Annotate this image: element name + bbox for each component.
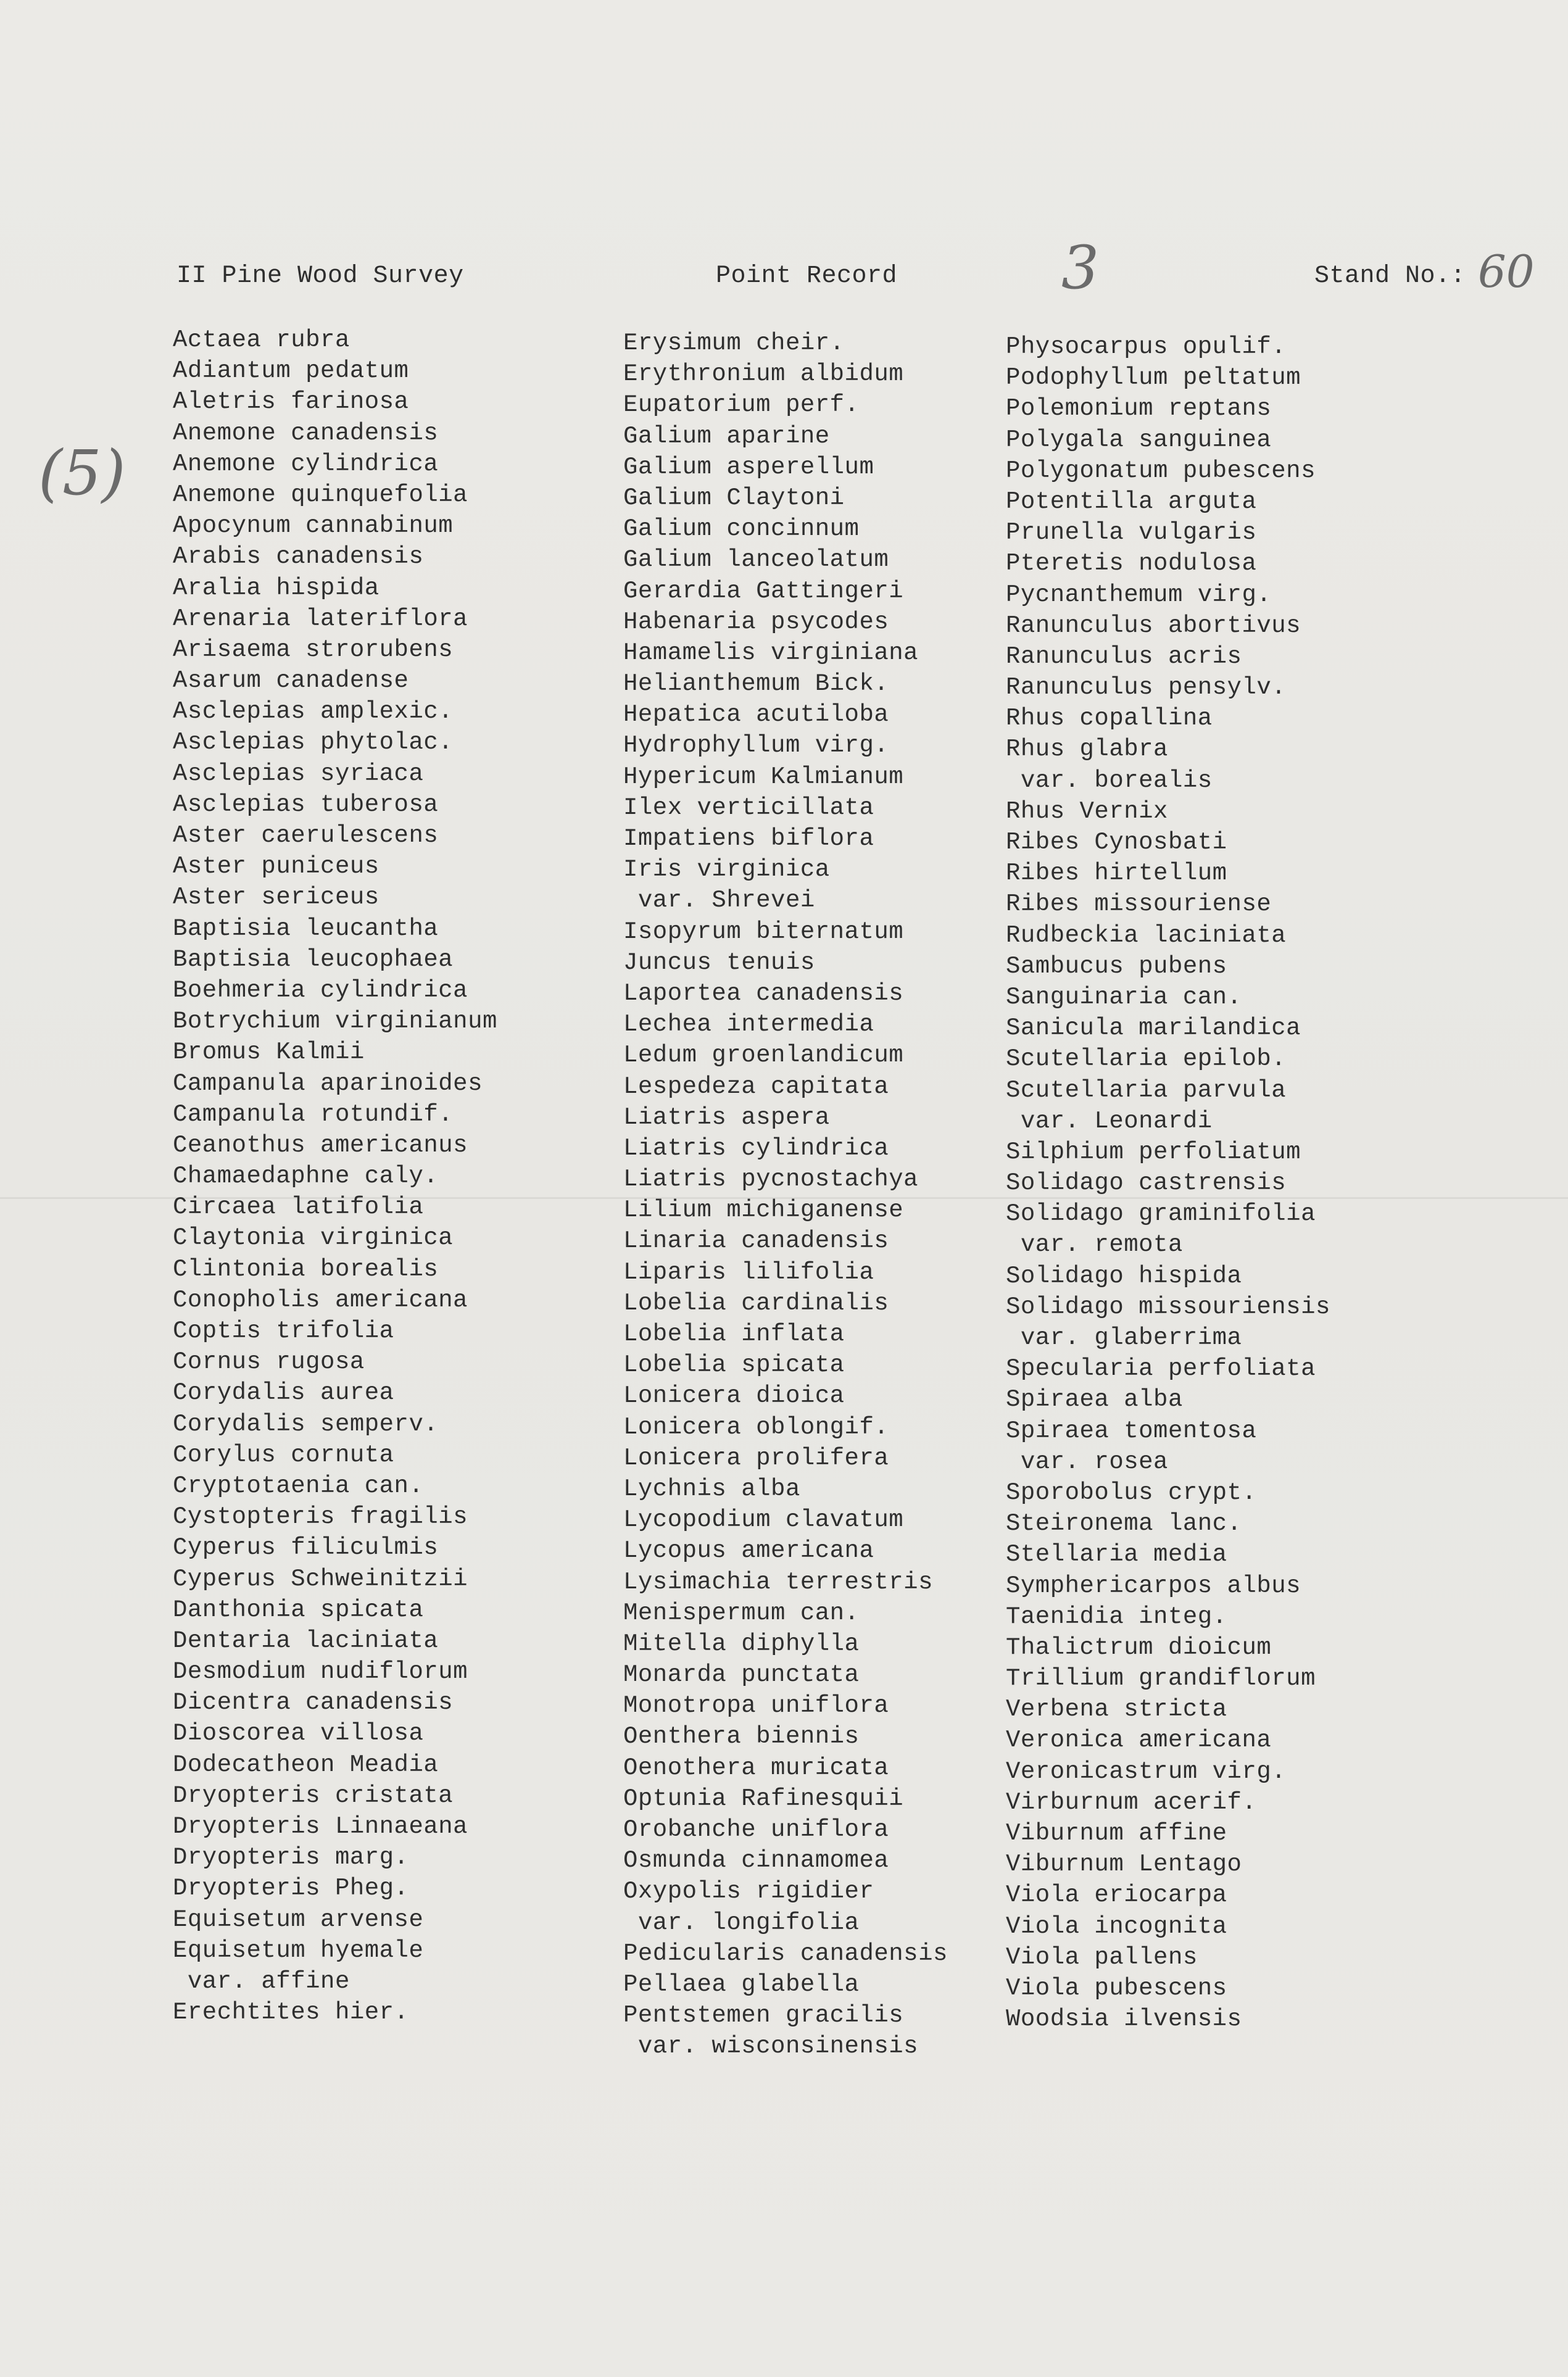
species-entry: Cornus rugosa — [173, 1348, 365, 1376]
species-entry: Thalictrum dioicum — [1006, 1633, 1272, 1661]
species-entry: Scutellaria parvula — [1006, 1076, 1287, 1104]
species-entry: Dryopteris cristata — [173, 1782, 454, 1809]
species-entry: Anemone cylindrica — [173, 450, 439, 478]
species-entry: Prunella vulgaris — [1006, 519, 1257, 547]
species-entry: Taenidia integ. — [1006, 1603, 1227, 1630]
species-entry: Specularia perfoliata — [1006, 1355, 1316, 1383]
species-entry: Rhus Vernix — [1006, 797, 1168, 825]
species-entry: Lechea intermedia — [623, 1011, 874, 1039]
species-entry: Polygonatum pubescens — [1006, 457, 1316, 484]
species-entry: Lilium michiganense — [623, 1197, 904, 1224]
species-entry: var. Shrevei — [623, 887, 815, 915]
species-entry: Pentstemen gracilis — [623, 2002, 904, 2030]
species-entry: Erysimum cheir. — [623, 330, 845, 357]
species-entry: Circaea latifolia — [173, 1193, 424, 1221]
species-entry: Eupatorium perf. — [623, 391, 860, 419]
species-entry: Polemonium reptans — [1006, 395, 1272, 423]
species-entry: Dryopteris Pheg. — [173, 1875, 409, 1902]
species-entry: Viola eriocarpa — [1006, 1881, 1227, 1909]
species-entry: Galium concinnum — [623, 515, 860, 543]
species-entry: Ranunculus abortivus — [1006, 612, 1301, 639]
species-column-2 — [623, 328, 948, 2062]
species-entry: Scutellaria epilob. — [1006, 1045, 1287, 1073]
species-entry: Viburnum Lentago — [1006, 1851, 1242, 1878]
margin-note: (5) — [38, 437, 126, 509]
survey-title: II Pine Wood Survey — [176, 262, 464, 290]
species-entry: Solidago missouriensis — [1006, 1293, 1330, 1321]
species-entry: Impatiens biflora — [623, 825, 874, 852]
species-column-3 — [1006, 331, 1330, 2035]
species-entry: Lobelia cardinalis — [623, 1289, 889, 1317]
species-entry: Anemone canadensis — [173, 419, 439, 447]
species-entry: Conopholis americana — [173, 1286, 468, 1314]
species-entry: Hydrophyllum virg. — [623, 732, 889, 760]
species-entry: Linaria canadensis — [623, 1227, 889, 1255]
species-entry: Lonicera prolifera — [623, 1444, 889, 1472]
species-entry: Woodsia ilvensis — [1006, 2006, 1242, 2033]
species-entry: Campanula aparinoides — [173, 1069, 483, 1097]
species-entry: Lonicera dioica — [623, 1382, 845, 1410]
species-entry: Asclepias phytolac. — [173, 729, 454, 757]
species-entry: Potentilla arguta — [1006, 487, 1257, 515]
species-entry: Chamaedaphne caly. — [173, 1163, 439, 1190]
species-entry: Lycopus americana — [623, 1537, 874, 1565]
species-entry: Pycnanthemum virg. — [1006, 581, 1272, 608]
species-entry: var. affine — [173, 1967, 350, 1995]
species-entry: Anemone quinquefolia — [173, 481, 468, 508]
species-entry: Ribes hirtellum — [1006, 860, 1227, 887]
species-entry: Ranunculus acris — [1006, 642, 1242, 670]
species-entry: Erechtites hier. — [173, 1999, 409, 2026]
stand-value: 60 — [1478, 246, 1535, 297]
species-entry: Monotropa uniflora — [623, 1692, 889, 1720]
stand-label: Stand No.: — [1314, 262, 1466, 290]
species-entry: Ranunculus pensylv. — [1006, 674, 1287, 702]
species-entry: Adiantum pedatum — [173, 357, 409, 385]
species-entry: Hepatica acutiloba — [623, 701, 889, 729]
species-entry: Dentaria laciniata — [173, 1627, 439, 1654]
species-entry: Monarda punctata — [623, 1661, 860, 1689]
species-entry: Ilex verticillata — [623, 794, 874, 821]
species-entry: Lychnis alba — [623, 1475, 800, 1503]
species-entry: Sanicula marilandica — [1006, 1014, 1301, 1042]
species-entry: Oenthera biennis — [623, 1723, 860, 1751]
species-entry: Ceanothus americanus — [173, 1131, 468, 1159]
record-type: Point Record — [716, 262, 898, 290]
species-entry: Asclepias syriaca — [173, 760, 424, 787]
species-entry: Cyperus filiculmis — [173, 1534, 439, 1562]
species-entry: Oenothera muricata — [623, 1754, 889, 1782]
species-entry: Symphericarpos albus — [1006, 1572, 1301, 1599]
species-entry: Physocarpus opulif. — [1006, 333, 1287, 360]
species-entry: var. remota — [1006, 1231, 1183, 1259]
species-entry: Cyperus Schweinitzii — [173, 1565, 468, 1593]
species-entry: Helianthemum Bick. — [623, 670, 889, 698]
species-entry: var. wisconsinensis — [623, 2033, 919, 2060]
species-entry: Dicentra canadensis — [173, 1689, 454, 1717]
species-entry: Veronicastrum virg. — [1006, 1757, 1287, 1785]
species-entry: Desmodium nudiflorum — [173, 1658, 468, 1686]
species-entry: Veronica americana — [1006, 1727, 1272, 1754]
species-entry: Spiraea alba — [1006, 1386, 1183, 1414]
species-entry: Lysimachia terrestris — [623, 1568, 933, 1596]
species-entry: Apocynum cannabinum — [173, 512, 454, 540]
species-entry: Bromus Kalmii — [173, 1039, 365, 1066]
species-entry: Lonicera oblongif. — [623, 1413, 889, 1441]
species-entry: Spiraea tomentosa — [1006, 1417, 1257, 1445]
species-entry: var. longifolia — [623, 1909, 860, 1936]
species-entry: Polygala sanguinea — [1006, 426, 1272, 454]
species-entry: Aster sericeus — [173, 884, 380, 911]
species-entry: Aletris farinosa — [173, 388, 409, 416]
species-entry: Oxypolis rigidier — [623, 1878, 874, 1906]
species-entry: var. borealis — [1006, 766, 1213, 794]
species-entry: Corydalis aurea — [173, 1379, 394, 1407]
species-entry: Erythronium albidum — [623, 360, 904, 388]
species-entry: Equisetum hyemale — [173, 1936, 424, 1964]
species-entry: Sambucus pubens — [1006, 952, 1227, 980]
species-entry: Juncus tenuis — [623, 948, 815, 976]
species-entry: Lobelia spicata — [623, 1351, 845, 1379]
species-entry: Hamamelis virginiana — [623, 639, 919, 666]
species-entry: Sporobolus crypt. — [1006, 1479, 1257, 1506]
species-entry: Corylus cornuta — [173, 1441, 394, 1469]
species-entry: Galium lanceolatum — [623, 546, 889, 574]
species-entry: Solidago castrensis — [1006, 1169, 1287, 1197]
species-entry: Cystopteris fragilis — [173, 1503, 468, 1531]
species-entry: Coptis trifolia — [173, 1317, 394, 1345]
species-entry: Gerardia Gattingeri — [623, 577, 904, 605]
species-entry: Orobanche uniflora — [623, 1816, 889, 1843]
species-entry: Galium asperellum — [623, 453, 874, 481]
species-entry: Mitella diphylla — [623, 1630, 860, 1657]
species-entry: Lycopodium clavatum — [623, 1506, 904, 1534]
species-entry: Rhus copallina — [1006, 705, 1213, 732]
species-entry: Stellaria media — [1006, 1541, 1227, 1569]
species-entry: Asclepias amplexic. — [173, 698, 454, 726]
species-entry: Baptisia leucantha — [173, 915, 439, 942]
species-entry: Verbena stricta — [1006, 1696, 1227, 1724]
species-entry: Viola pallens — [1006, 1943, 1198, 1971]
species-entry: Asarum canadense — [173, 667, 409, 695]
species-entry: Solidago graminifolia — [1006, 1200, 1316, 1228]
species-entry: Solidago hispida — [1006, 1262, 1242, 1290]
species-entry: Lespedeza capitata — [623, 1072, 889, 1100]
species-entry: Liatris cylindrica — [623, 1134, 889, 1162]
species-entry: Liatris pycnostachya — [623, 1166, 919, 1193]
species-entry: Boehmeria cylindrica — [173, 976, 468, 1004]
species-entry: Botrychium virginianum — [173, 1008, 497, 1035]
species-column-1 — [173, 325, 497, 2028]
species-entry: Isopyrum biternatum — [623, 918, 904, 945]
species-entry: Claytonia virginica — [173, 1224, 454, 1252]
species-entry: Aralia hispida — [173, 574, 380, 602]
species-entry: Actaea rubra — [173, 326, 350, 354]
species-entry: Galium aparine — [623, 422, 830, 450]
species-entry: Arisaema strorubens — [173, 636, 454, 663]
species-entry: Equisetum arvense — [173, 1906, 424, 1933]
species-entry: Ribes Cynosbati — [1006, 829, 1227, 856]
species-entry: Rudbeckia laciniata — [1006, 921, 1287, 949]
species-entry: Virburnum acerif. — [1006, 1788, 1257, 1816]
species-entry: Silphium perfoliatum — [1006, 1138, 1301, 1166]
species-entry: Podophyllum peltatum — [1006, 364, 1301, 392]
handwritten-number: 3 — [1061, 233, 1100, 302]
species-entry: Habenaria psycodes — [623, 608, 889, 636]
species-entry: Laportea canadensis — [623, 979, 904, 1007]
species-entry: Liatris aspera — [623, 1103, 830, 1131]
species-entry: Trillium grandiflorum — [1006, 1665, 1316, 1693]
species-entry: Galium Claytoni — [623, 484, 845, 512]
species-entry: Lobelia inflata — [623, 1321, 845, 1348]
species-entry: Dryopteris Linnaeana — [173, 1813, 468, 1840]
species-entry: Sanguinaria can. — [1006, 983, 1242, 1011]
species-entry: Pteretis nodulosa — [1006, 550, 1257, 578]
species-entry: Ledum groenlandicum — [623, 1042, 904, 1069]
species-entry: Ribes missouriense — [1006, 890, 1272, 918]
species-entry: Rhus glabra — [1006, 736, 1168, 763]
species-entry: Dodecatheon Meadia — [173, 1751, 439, 1778]
species-entry: Viburnum affine — [1006, 1820, 1227, 1847]
species-entry: Liparis lilifolia — [623, 1258, 874, 1286]
species-entry: Hypericum Kalmianum — [623, 763, 904, 790]
species-entry: Optunia Rafinesquii — [623, 1785, 904, 1812]
species-entry: Menispermum can. — [623, 1599, 860, 1627]
species-entry: Arabis canadensis — [173, 543, 424, 571]
species-entry: Iris virginica — [623, 856, 830, 884]
species-entry: var. rosea — [1006, 1448, 1168, 1475]
species-entry: Aster caerulescens — [173, 822, 439, 849]
species-entry: Cryptotaenia can. — [173, 1472, 424, 1500]
species-entry: Dryopteris marg. — [173, 1844, 409, 1872]
species-entry: Danthonia spicata — [173, 1596, 424, 1624]
species-entry: Steironema lanc. — [1006, 1510, 1242, 1538]
species-entry: Pedicularis canadensis — [623, 1939, 948, 1967]
species-entry: Arenaria lateriflora — [173, 605, 468, 633]
species-entry: Clintonia borealis — [173, 1255, 439, 1283]
species-entry: Asclepias tuberosa — [173, 790, 439, 818]
species-entry: Pellaea glabella — [623, 1970, 860, 1998]
species-entry: Campanula rotundif. — [173, 1100, 454, 1128]
species-entry: Osmunda cinnamomea — [623, 1847, 889, 1875]
species-entry: Viola pubescens — [1006, 1974, 1227, 2002]
species-entry: Baptisia leucophaea — [173, 945, 454, 973]
species-entry: var. glaberrima — [1006, 1324, 1242, 1351]
species-entry: Viola incognita — [1006, 1912, 1227, 1940]
species-entry: Dioscorea villosa — [173, 1720, 424, 1748]
species-entry: Corydalis semperv. — [173, 1410, 439, 1438]
species-entry: Aster puniceus — [173, 853, 380, 881]
species-entry: var. Leonardi — [1006, 1107, 1213, 1135]
